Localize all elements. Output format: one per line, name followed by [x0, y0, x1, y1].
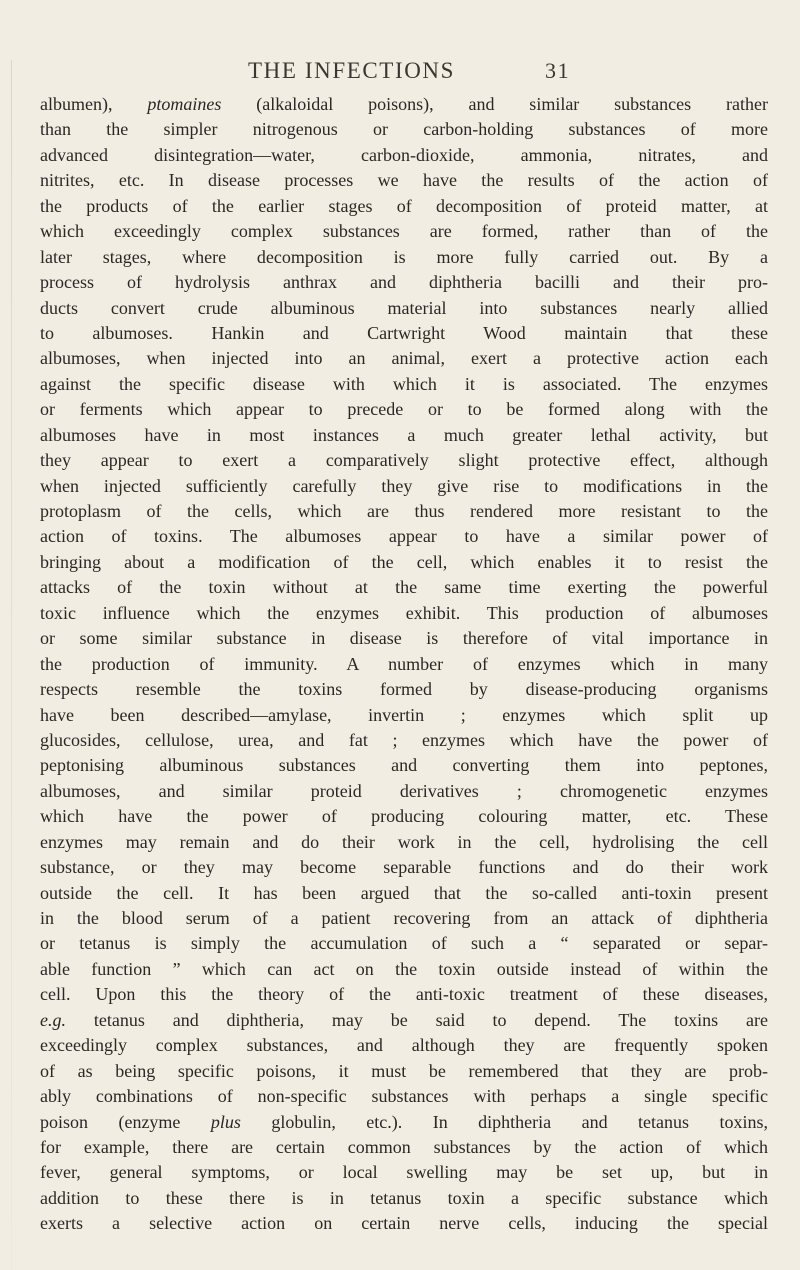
- text-line: later stages, where decomposition is more fully carried out. By a: [40, 246, 768, 267]
- text-line: albumoses, when injected into an animal, exert a protective action each: [40, 348, 768, 369]
- text-line: exerts a selective action on certain nerve cells, inducing the special: [40, 1213, 768, 1234]
- text-line: respects resemble the toxins formed by disease-producing organisms: [40, 679, 768, 700]
- text-line: ably combinations of non-specific substances with perhaps a single specific: [40, 1086, 768, 1107]
- text-line: action of toxins. The albumoses appear to have a similar power of: [40, 526, 768, 547]
- text-line: poison (enzyme plus globulin, etc.). In diphtheria and tetanus toxins,: [40, 1111, 768, 1132]
- text-line: albumen), ptomaines (alkaloidal poisons), and similar substances rather: [40, 94, 768, 114]
- text-line: of as being specific poisons, it must be remembered that they are prob-: [40, 1060, 768, 1081]
- text-line: addition to these there is in tetanus toxin a specific substance which: [40, 1187, 768, 1208]
- text-line: or ferments which appear to precede or to be formed along with the: [40, 399, 768, 420]
- text-line: protoplasm of the cells, which are thus rendered more resistant to the: [40, 501, 768, 521]
- text-line: which exceedingly complex substances are formed, rather than of the: [40, 221, 768, 242]
- text-line: which have the power of producing colouring matter, etc. These: [40, 806, 768, 827]
- text-line: for example, there are certain common substances by the action of which: [40, 1136, 768, 1157]
- text-line: toxic influence which the enzymes exhibit. This production of albumoses: [40, 602, 768, 623]
- gutter-shadow: [11, 60, 12, 1270]
- text-line: process of hydrolysis anthrax and diphtheria bacilli and their pro-: [40, 272, 768, 293]
- text-line: have been described—amylase, invertin ; enzymes which split up: [40, 704, 768, 725]
- text-line: substance, or they may become separable functions and do their work: [40, 857, 768, 878]
- text-line: outside the cell. It has been argued that the so-called anti-toxin present: [40, 882, 768, 903]
- text-line: they appear to exert a comparatively slight protective effect, although: [40, 450, 768, 471]
- text-line: in the blood serum of a patient recovering from an attack of diphtheria: [40, 908, 768, 928]
- text-line: or some similar substance in disease is therefore of vital importance in: [40, 628, 768, 649]
- text-line: albumoses have in most instances a much greater lethal activity, but: [40, 424, 768, 445]
- text-line: the products of the earlier stages of decomposition of proteid matter, at: [40, 195, 768, 216]
- text-line: bringing about a modification of the cell, which enables it to resist the: [40, 551, 768, 572]
- text-line: ducts convert crude albuminous material into substances nearly allied: [40, 297, 768, 318]
- text-line: albumoses, and similar proteid derivatives ; chromogenetic enzymes: [40, 780, 768, 801]
- text-line: advanced disintegration—water, carbon-dioxide, ammonia, nitrates, and: [40, 144, 768, 165]
- text-line: against the specific disease with which it is associated. The enzymes: [40, 373, 768, 394]
- running-head-title: THE INFECTIONS: [248, 58, 456, 83]
- text-line: peptonising albuminous substances and converting them into peptones,: [40, 755, 768, 776]
- text-line: exceedingly complex substances, and although they are frequently spoken: [40, 1035, 768, 1056]
- text-line: the production of immunity. A number of enzymes which in many: [40, 653, 768, 674]
- body-text: [40, 92, 768, 1237]
- text-line: when injected sufficiently carefully they give rise to modifications in the: [40, 475, 768, 496]
- italic-term: e.g.: [40, 1009, 66, 1030]
- text-line: attacks of the toxin without at the same time exerting the powerful: [40, 577, 768, 598]
- page-number: 31: [545, 58, 571, 83]
- text-line: glucosides, cellulose, urea, and fat ; enzymes which have the power of: [40, 729, 768, 750]
- italic-term: plus: [210, 1111, 241, 1132]
- running-head: [248, 58, 628, 88]
- text-line: fever, general symptoms, or local swelling may be set up, but in: [40, 1162, 768, 1183]
- text-line: e.g. tetanus and diphtheria, may be said to depend. The toxins are: [40, 1009, 768, 1030]
- text-line: enzymes may remain and do their work in the cell, hydrolising the cell: [40, 831, 768, 852]
- text-line: or tetanus is simply the accumulation of such a “ separated or separ-: [40, 933, 768, 954]
- text-line: able function ” which can act on the toxin outside instead of within the: [40, 958, 768, 979]
- text-line: to albumoses. Hankin and Cartwright Wood maintain that these: [40, 322, 768, 343]
- text-line: cell. Upon this the theory of the anti-toxic treatment of these diseases,: [40, 984, 768, 1005]
- text-line: nitrites, etc. In disease processes we have the results of the action of: [40, 170, 768, 191]
- italic-term: ptomaines: [147, 94, 222, 114]
- text-line: than the simpler nitrogenous or carbon-holding substances of more: [40, 119, 768, 140]
